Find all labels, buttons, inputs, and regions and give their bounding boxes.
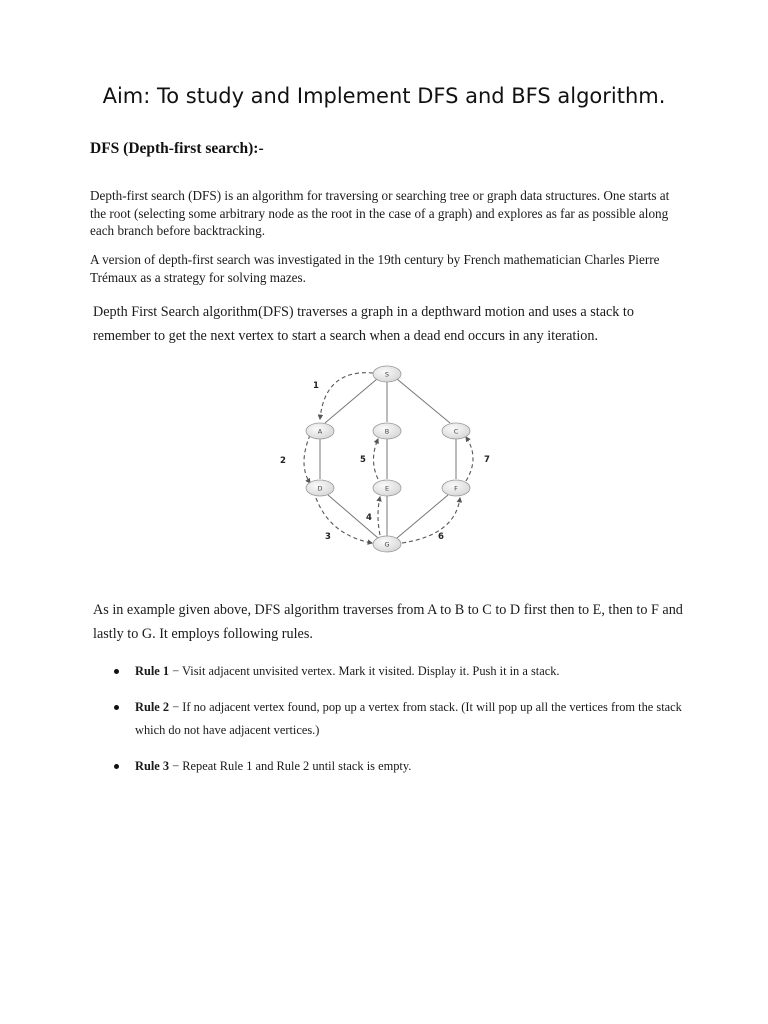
step-label-7: 7	[484, 455, 490, 465]
step-label-6: 6	[438, 532, 444, 542]
step-label-2: 2	[280, 456, 286, 466]
rule-text: If no adjacent vertex found, pop up a vertex from stack. (It will pop up all the vertices from the stack which do not have adjacent vertices.)	[135, 700, 682, 737]
list-item-rule-2	[110, 696, 710, 742]
graph-edges	[317, 379, 456, 538]
dfs-rules-list	[110, 660, 710, 778]
traversal-arrows	[304, 370, 473, 543]
dfs-graph-diagram	[270, 355, 510, 565]
node-label-d: D	[317, 484, 323, 493]
rule-separator: −	[169, 759, 183, 773]
list-item-rule-3	[110, 755, 710, 778]
rule-name: Rule 3	[135, 759, 170, 773]
step-label-3: 3	[325, 532, 331, 542]
arrow-step-1	[320, 373, 373, 419]
dfs-heading: DFS (Depth-first search):-	[90, 140, 264, 157]
list-item-rule-1	[110, 660, 710, 683]
dfs-example-paragraph: As in example given above, DFS algorithm traverses from A to B to C to D first then to E, then to F and lastly to G. It employs following rules.	[93, 602, 683, 642]
rule-separator: −	[169, 700, 183, 714]
rule-text: Repeat Rule 1 and Rule 2 until stack is empty.	[182, 759, 412, 773]
node-label-g: G	[384, 540, 390, 549]
page-title: Aim: To study and Implement DFS and BFS algorithm.	[102, 84, 666, 108]
node-label-b: B	[384, 427, 390, 436]
dfs-history-paragraph: A version of depth-first search was investigated in the 19th century by French mathematician Charles Pierre Trémaux as a strategy for solving mazes.	[90, 252, 660, 285]
bullet-icon	[114, 764, 119, 769]
node-label-e: E	[384, 484, 390, 493]
dfs-definition-paragraph: Depth-first search (DFS) is an algorithm for traversing or searching tree or graph data structures. One starts at the root (selecting some arbitrary node as the root in the case of a graph) and explores as far as possible along each branch before backtracking.	[90, 188, 670, 238]
step-label-5: 5	[360, 455, 366, 465]
arrow-step-4	[378, 497, 380, 535]
node-label-f: F	[454, 484, 458, 493]
node-label-a: A	[317, 427, 323, 436]
arrow-step-7	[466, 437, 473, 481]
bullet-icon	[114, 705, 119, 710]
rule-separator: −	[169, 664, 183, 678]
bullet-icon	[114, 669, 119, 674]
edge-s-c	[397, 379, 450, 423]
rule-name: Rule 2	[135, 700, 170, 714]
node-label-c: C	[453, 427, 459, 436]
rule-name: Rule 1	[135, 664, 170, 678]
arrow-step-2	[304, 435, 310, 483]
step-label-1: 1	[313, 381, 319, 391]
step-label-4: 4	[366, 513, 372, 523]
dfs-description-paragraph: Depth First Search algorithm(DFS) traverses a graph in a depthward motion and uses a stack to remember to get the next vertex to start a search when a dead end occurs in any iteration.	[93, 304, 634, 344]
rule-text: Visit adjacent unvisited vertex. Mark it visited. Display it. Push it in a stack.	[182, 664, 560, 678]
node-label-s: S	[384, 370, 390, 379]
arrow-step-6	[402, 498, 460, 543]
arrow-step-5	[374, 439, 379, 479]
